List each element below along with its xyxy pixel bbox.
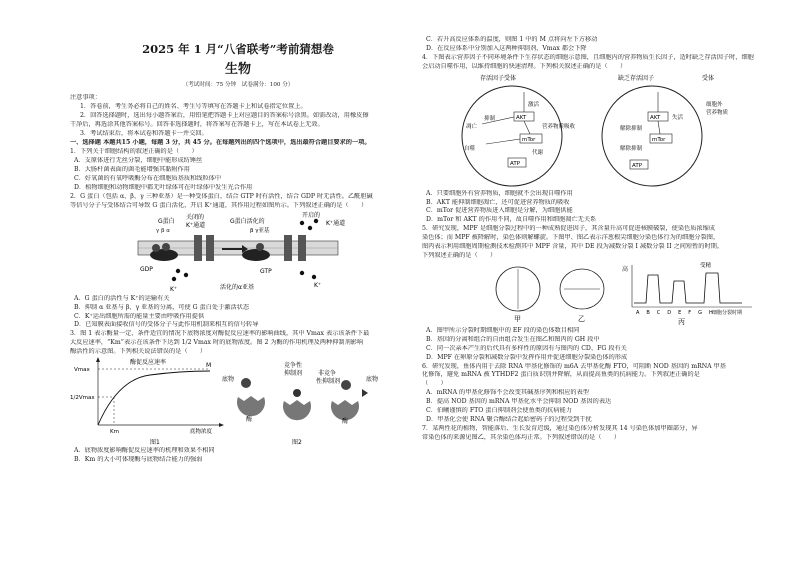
fig1-xlabel: 底物浓度	[190, 429, 213, 436]
question-3	[70, 330, 406, 465]
option-d: D．已知膜表面接收信号的受体分子与此作用机制来相互的信号转导	[74, 321, 259, 329]
label-mtor-2: mTor	[652, 136, 666, 143]
question-7	[422, 425, 758, 443]
label-open-k: 开启的	[302, 211, 321, 219]
question-stem: 下列叙述正确的是（ ）	[422, 251, 497, 259]
question-stem: 染色体；而 MPF 被降解时，染色体则解螺旋。下图甲、图乙表示洋葱根尖细胞分染色体行为的细胞分裂图，	[422, 234, 720, 242]
label-alpha-subunit: 活化的α亚基	[220, 283, 254, 291]
fig2-enzyme: 酶	[246, 416, 253, 424]
question-6	[422, 363, 758, 425]
question-stem: 3．图 1 表示酶量一定、条件适宜的情况下底物浓度对酶促反应速率的影响曲线，其中 Vmax 表示该条件下最	[70, 330, 370, 338]
label-metabolism: 代谢	[532, 149, 544, 156]
question-stem: （ ）	[422, 380, 447, 388]
label-closed-k: 关闭的	[186, 213, 205, 221]
enzyme-figures	[70, 357, 406, 447]
label-apoptosis: 凋亡	[466, 123, 478, 130]
fig1-vmax: Vmax	[74, 367, 90, 374]
question-stem: 6．研究发现，鱼体内用于去除 RNA 甲基化修饰的 m6A 去甲基化酶 FTO，可阻断 NOD 基因的 mRNA 甲基	[422, 362, 726, 370]
option-b: B．Km 的大小可体现酶与底物结合能力的强弱	[74, 455, 203, 463]
left-column	[70, 0, 406, 465]
option-a: A．只要细胞外有营养物质，细胞就不会出现自噬作用	[426, 189, 573, 197]
option-a: A．底物浓度影响酶促反应速率的机理和效果不相同	[74, 447, 215, 455]
g-protein-diagram	[70, 211, 406, 295]
label-k-ion: K⁺	[170, 285, 178, 293]
svg-text:γ β α: γ β α	[156, 227, 170, 234]
label-autophagy: 自噬	[464, 145, 476, 152]
right-column	[422, 36, 758, 443]
option-c: C．同一次亲本产生的后代具有多样性的原因有与图丙的 CD、FG 段有关	[426, 344, 627, 352]
label-akt: AKT	[516, 114, 527, 121]
option-c: C．若升高反应体系的温度，则图 1 中的 M 点将向左下方移动	[426, 36, 598, 43]
label-left-title: 存活因子受体	[480, 74, 517, 82]
question-4	[422, 54, 758, 225]
label-jia: 甲	[514, 314, 521, 323]
notice-block	[70, 94, 406, 139]
option-c: C．伯曦谨慎的 FTO 蛋白抑制剂会使鱼类的抗病能力	[426, 407, 572, 415]
question-stem: 图丙表示利用细胞周期检测技术检测其中 MPF 含量，其中 DE 段为减数分裂 I 减数分裂 II 之间短暂的时期。	[422, 243, 724, 251]
option-b: B．基因的分离和组合的自由组合发生在图乙和图丙的 GH 段中	[426, 335, 600, 343]
option-b: B．抑制 α 亚基与 β、γ 亚基的分离，可使 G 蛋白处于激活状态	[74, 303, 250, 311]
option-a: A．G 蛋白的活性与 K⁺的运输有关	[74, 294, 170, 302]
notice-item: 1．答卷前，考生务必将自己的姓名、考生号等填写在答题卡上和试卷指定位置上。	[80, 102, 307, 110]
label-gdp: GDP	[140, 265, 153, 273]
question-1	[70, 148, 406, 193]
option-c: C．K⁺运出细胞所需的能量主要由呼吸作用提供	[74, 312, 205, 320]
notice-item: 3．考试结束后，将本试卷和答题卡一并交回。	[80, 129, 208, 137]
enzyme-diagram	[70, 357, 406, 447]
fig1-point-m: M	[206, 362, 212, 370]
question-stem: 会启动自噬作用，以维持细胞的快速清理。下列相关叙述正确的是（ ）	[422, 62, 627, 70]
cell-survival-figure	[422, 72, 758, 190]
option-d: D．植物细胞和动物细胞中都无叶绿体可在叶绿体中发生光合作用	[74, 183, 253, 191]
label-lose-act: 失活	[672, 114, 684, 121]
notice-heading: 注意事项：	[70, 93, 101, 101]
option-b: B．大肠杆菌表面的菌毛能增强其黏附作用	[74, 166, 190, 174]
question-stem: 5．研究发现，MPF 是细胞分裂过程中的一种成熟促进因子，其含量升高可促进核膜破裂，使染色质浓缩成	[422, 225, 715, 233]
label-nutrient: 营养物质吸收	[542, 123, 576, 130]
label-mtor: mTor	[522, 136, 536, 143]
fig2-noncompetitive: 非竞争	[318, 370, 337, 378]
label-ylabel-high: 高	[622, 265, 629, 273]
question-stem: 2．G 蛋白（包括 α、β、γ 三种亚基）是一种受体蛋白，结合 GTP 时有活性，结合 GDP 时无活性。乙酰胆碱	[70, 192, 373, 200]
label-akt-2: AKT	[650, 114, 661, 121]
exam-meta: （考试时间：75 分钟 试卷满分：100 分）	[182, 82, 294, 88]
fig2-substrate-2: 底物	[366, 376, 379, 384]
notice-item: 干净后，再选涂其他答案标号。回答非选择题时，将答案写在答题卡上，写在本试卷上无效。	[70, 120, 324, 128]
question-5	[422, 225, 758, 362]
fig1-km: Km	[110, 429, 119, 436]
fig2-competitive2: 抑制剂	[284, 370, 303, 378]
label-fertilize: 受精	[700, 262, 712, 269]
label-gtp: GTP	[260, 267, 272, 275]
label-activate: 激活	[528, 101, 540, 108]
option-a: A．支原体进行无丝分裂，细胞中能形成纺锤丝	[74, 157, 203, 165]
label-bing: 丙	[678, 317, 685, 326]
label-atp: ATP	[510, 160, 521, 167]
label-relieve: 解除抑制	[620, 125, 643, 132]
fig2-noncompetitive2: 性抑制剂	[316, 378, 341, 386]
section-heading: 一、选择题 本题共15 小题，每题 3 分，共 45 分。在每题列出的四个选项中，选出最符合题目要求的一项。	[70, 139, 371, 147]
option-d: D．在反应体系中分别加入这两种抑制剂，Vmax 都会下降	[426, 44, 587, 52]
subject-heading: 生物	[224, 62, 251, 77]
question-stem: 大反应速率，“Km”表示在该条件下达到 1/2 Vmax 时的底物浓度。图 2 为酶的作用机理及两种抑制剂影响	[70, 339, 364, 347]
label-receptor: 受体	[702, 74, 715, 82]
question-stem: 4．下图表示营养因子不同环境条件下生存状态的细胞示意图，且细胞内的营养物质生长因子，适时缺乏存活因子时，细胞	[422, 53, 754, 61]
fig1-caption: 图1	[150, 439, 160, 447]
option-b: B．提高 NOD 基因的 mRNA 甲基化水平会抑制 NOD 基因的表达	[426, 398, 612, 406]
label-relieve-2: 解除抑制	[620, 145, 643, 152]
fig2-enzyme-2: 酶	[342, 418, 349, 426]
label-right-title: 缺乏存活因子	[618, 74, 655, 82]
question-2	[70, 193, 406, 330]
label-yi: 乙	[578, 314, 585, 323]
notice-item: 2．回答选择题时，选出每小题答案后，用铅笔把答题卡上对应题目的答案标号涂黑。如需改动，用橡皮擦	[80, 111, 369, 119]
fig1-half-vmax: 1/2Vmax	[70, 395, 95, 402]
label-open-k2: K⁺通道	[326, 219, 346, 227]
question-stem: 1．下列关于细胞结构的叙述正确的是（ ）	[70, 148, 198, 156]
fig2-substrate: 底物	[222, 376, 235, 384]
question-stem: 常染色体的来源见图乙，其余染色体均正常。下列叙述错误的是（ ）	[422, 433, 620, 441]
option-c: C．mTor 促进营养物质进入细胞是分解，为细胞供能	[426, 207, 573, 215]
mpf-figure	[422, 261, 758, 327]
option-d: D．MPF 在卵原分裂和减数分裂中发挥作用并促进细胞分裂染色体的形成	[426, 353, 628, 361]
option-b: B．AKT 能抑制细胞凋亡，还可促进营养物质的吸收	[426, 198, 570, 206]
question-stem: 酶活性的示意图。下列相关说法错误的是（ ）	[70, 348, 207, 356]
svg-text:ABCDEFGH: ABCDEFGH	[636, 309, 720, 316]
question-stem: 等信号分子与受体结合可导致 G 蛋白活化，开启 K⁺通道，其作用过程如图所示。下列叙述正确的是（ ）	[70, 201, 368, 209]
fig2-caption: 图2	[292, 439, 302, 447]
option-d: D．mTor 和 AKT 的作用不同，故自噬作用和细胞凋亡无关系	[426, 216, 597, 224]
label-closed-k2: K⁺通道	[186, 221, 206, 229]
fig2-competitive: 竞争性	[284, 362, 303, 370]
option-d: D．甲基化会使 RNA 聚合酶结合起始密码子的过程受到干扰	[426, 415, 592, 423]
mpf-diagram	[422, 261, 758, 327]
exam-title: 2025 年 1 月“八省联考”考前猜想卷	[142, 42, 334, 56]
fig1-ylabel: 酶促反应速率	[130, 359, 167, 367]
label-g-protein: G蛋白	[158, 217, 175, 225]
label-atp-2: ATP	[632, 162, 643, 169]
question-stem: 化修饰，避免 mRNA 被 YTHDF2 蛋白质识别并降解，从而提高鱼类的抗病能力。下列叙述正确的是	[422, 371, 700, 379]
label-nutrient-2: 营养物质	[706, 109, 729, 116]
label-inhibit: 抑制	[484, 115, 496, 122]
label-k-ion-2: K⁺	[314, 281, 322, 289]
g-protein-figure	[70, 211, 406, 295]
option-a: A．图甲所示分裂时期细胞中的 EF 段的染色体数目相同	[426, 326, 580, 334]
label-extracellular: 细胞外	[706, 101, 723, 108]
label-beta-gamma: β γ亚基	[250, 227, 270, 234]
option-a: A．mRNA 的甲基化修饰不会改变其碱基序列和相应的表型	[426, 389, 589, 397]
question-stem: 7．某两性花的植物，智能落后、生长发育迟缓，通过染色体分析发现其 14 号染色体加甲圈部分，异	[422, 424, 698, 432]
label-activated-g: G蛋白活化的	[230, 217, 265, 225]
option-c: C．好氧菌的有氧呼吸酶分布在细胞质基质和线粒体中	[74, 175, 222, 183]
cell-survival-diagram	[422, 72, 758, 190]
label-xlabel-phase: 细胞分裂时期	[712, 309, 743, 316]
